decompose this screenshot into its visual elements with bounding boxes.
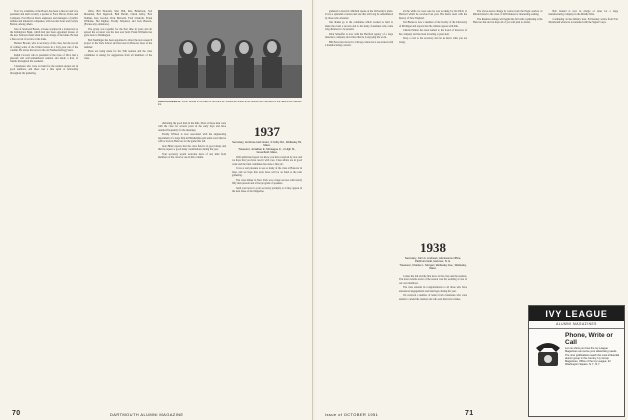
- paragraph: Sale of Seaboard Bonds, a house acquired in a transaction at the Kittingtons Bank, which had just been appointed trustee of the new Seaboard fund when he took charge of the funds. He had a fine record of service at the bank.: [10, 27, 78, 41]
- left-folio: [12, 410, 31, 417]
- paragraph: Jack Hiller reports that the class fund is in good shape and that he expects a good many contributions during the year.: [158, 144, 226, 151]
- right-column-2: [399, 10, 467, 236]
- paragraph: Comes the fall and the first news of the class and the reunion. The most notable event of the season was the wedding of one of our own members.: [399, 275, 467, 285]
- right-column-1: [325, 10, 393, 402]
- right-folio: [465, 410, 484, 417]
- ad-subheadline: ALUMNI MAGAZINES: [529, 321, 624, 329]
- class-year-heading-1937: 1937: [254, 124, 280, 139]
- paragraph: Send your news to your secretary promptly so it may appear in the next issue of the Magazine.: [232, 186, 302, 193]
- paragraph: Well-publicized report we know you have received by now and we hope that you have read it with care. Class affairs are in good order and the fund committee has done a fine job.: [232, 156, 302, 166]
- paragraph: sheltering the good men in the hills. Most of these men were with the class for several years in the early days and have returned frequently for the meetings.: [158, 122, 226, 132]
- left-folio-title: DARTMOUTH ALUMNI MAGAZINE: [110, 412, 184, 417]
- paragraph: Our thanks go to the committee which worked so hard to make the event a success and to the many classmates who came long distances to be present.: [325, 21, 393, 31]
- paragraph: Freddy Willson is now associated with the engineering department of a large firm in Philadelphia and sends word that he will be back in Hanover for the game this fall.: [158, 133, 226, 143]
- reunion-photo-image: [158, 10, 302, 98]
- class-1937-officers: [232, 141, 302, 154]
- class-1938-officers: [399, 257, 467, 270]
- photo-caption: [158, 101, 302, 119]
- paragraph: The Reunion outings will begin this fall with a gathering at the Hanover Inn and we hope all of you will plan to attend.: [473, 17, 543, 25]
- left-column-2: [84, 10, 152, 402]
- paragraph: Drop a card to the secretary and let us know what you are doing.: [399, 37, 467, 44]
- paragraph: Bill Eaton has moved to Chicago where he is associated with a manufacturing concern.: [325, 40, 393, 47]
- left-column-1: [10, 10, 78, 402]
- paragraph: We received a number of letters from classmates who were unable to attend the reunion and who sent their best wishes.: [399, 294, 467, 301]
- right-folio-issue: Issue of OCTOBER 1951: [325, 412, 379, 417]
- photo-caption-title: GARB BOLDMEN OF '14: [158, 101, 185, 103]
- class-1938-treasurer: Treasurer, Charles L. Morgan, Wellesley Ave., Wellesley, Mass.: [399, 263, 467, 270]
- class-1938-secretary: Secretary, John A. Andrews, Admissions Office, Parkhurst Hall, Hanover, N. H.: [404, 257, 462, 264]
- right-page-number: 71: [465, 410, 474, 417]
- paragraph: Herbert Brooks, who is secretary of the class, has the record of writing some of the livliest letters in a forty-year run of the column. He writes the news in the old Nashua Kellogg Seats.: [10, 42, 78, 53]
- paragraph: Yost '14, a member of the Board, has been a director and vice president and until recently a partner at Ford, Bacon, Davis and Company. Ford Bacon Davis engineers and managers of public utilities and industrial companies, with Gordon Sears and Carlyle Barton, among others.: [10, 10, 78, 27]
- paragraph: Dick Schaeffer is now with the Hartford agency of a large insurance company and writes that he is enjoying the work.: [325, 32, 393, 39]
- paragraph: Ted Bisbee is now a member of the faculty of the University of Michigan and reports that the climate agrees with him.: [399, 21, 467, 28]
- class-1937-secretary: Secretary, Ambrose Hart Grant, 3 Colby Rd., Wellesley 81, Mass.: [232, 141, 302, 148]
- paragraph: Bob Ireland is now in charge of sales for a large manufacturing company in the Middle West.: [548, 10, 618, 17]
- ivy-league-ad[interactable]: [528, 305, 625, 417]
- paragraph: The class extends its congratulations to all those who have announced engagements and marriages during the year.: [399, 286, 467, 293]
- ad-headline: IVY LEAGUE: [529, 306, 624, 321]
- paragraph: The group was together for the first time in years and all agreed the occasion was the best ever held. Frank Williams has gone back to Washington.: [84, 27, 152, 38]
- ad-phone-line: Phone, Write or Call: [565, 332, 613, 346]
- class-year-heading-1938: 1938: [420, 240, 446, 255]
- class-1937-treasurer: Treasurer, Jonathan E. Montague Jr., 2 High St., Greenfield, Mass.: [238, 147, 296, 154]
- photo-caption-text: Mr. Brooks of the class of 1914 and Mr. Brooks are shown at the reunion with members of the class at the Hanover Inn.: [158, 101, 302, 106]
- left-page-number: 70: [12, 410, 21, 417]
- paragraph: It was a real pleasure to see so many of the class at Hanover in June, and we hope that even more will be on hand at the next gathering.: [232, 167, 302, 177]
- ad-body-text: Let me show you how the Ivy League Magazines can serve your advertising needs. The nine publications reach the most influential alumni group in the country. Ivy Group Magazines, Office of the Ivy League, 22 Washington Square, N.Y., N.Y.: [565, 347, 620, 367]
- right-column-3: [399, 275, 467, 402]
- right-column-4: [473, 10, 618, 295]
- telephone-icon: [535, 334, 561, 368]
- reunion-photo: [158, 10, 302, 98]
- paragraph: Your secretary would welcome news of any kind from members of the class for use in this column.: [158, 152, 226, 159]
- paragraph: Bob Neidlinger has been appointed to direct the new research project at the Tuck School and has been in Hanover most of the summer.: [84, 39, 152, 49]
- paragraph: gathered to hear Dr. Mitchell speak on the University's plans. It was a splendid occasion and one that will long be remembered by those who attended.: [325, 10, 393, 20]
- left-page: [0, 0, 313, 420]
- paragraph: The above-noted change in course from the Eagle outdoor of Rhode Island to the class of 1938 makes for interesting reading.: [473, 10, 543, 17]
- paragraph: Olive, Bill Howarth, Mac Hill, Pete Billerbeck, Ted Mountain, Bob Ingersoll, Bull Barritt, Chuck Kirby, Bob Sidman, Ken Gordon, Dick Maxwell, Fred Lindroth, Frank Williams, Hal Righter, Freddy Maynard, and Jack Henson. (Excuse any omissions.): [84, 10, 152, 27]
- left-column-4: [232, 156, 302, 402]
- paragraph: Ralph Crowell, who is president of the class of 1914, had a pleasant and well-remembered reunion and made a host of friends throughout the weekend.: [10, 53, 78, 64]
- left-column-3: [158, 122, 226, 402]
- paragraph: all the while we were sure he was working for his Ph.D. at Harvard which he received last year. His thesis dealt with the history of New England.: [399, 10, 467, 20]
- paragraph: Plans are being made for the 35th reunion and the class committee is asking for suggestions from all members of the class.: [84, 50, 152, 61]
- paragraph: Charlie Palmer has been named to the board of directors of his company and has been traveling a great deal.: [399, 29, 467, 36]
- paragraph: Classmates who were on hand for the reunion turned out in good numbers, and there was a fine spirit of fellowship throughout the gathering.: [10, 65, 78, 75]
- paragraph: Continuing on the military note, Ed Kenney writes from Fort Monmouth where he is stationed with the Signal Corps.: [548, 17, 618, 25]
- paragraph: The class dinner in New York was a huge success with nearly fifty men present and a fine program of speakers.: [232, 178, 302, 185]
